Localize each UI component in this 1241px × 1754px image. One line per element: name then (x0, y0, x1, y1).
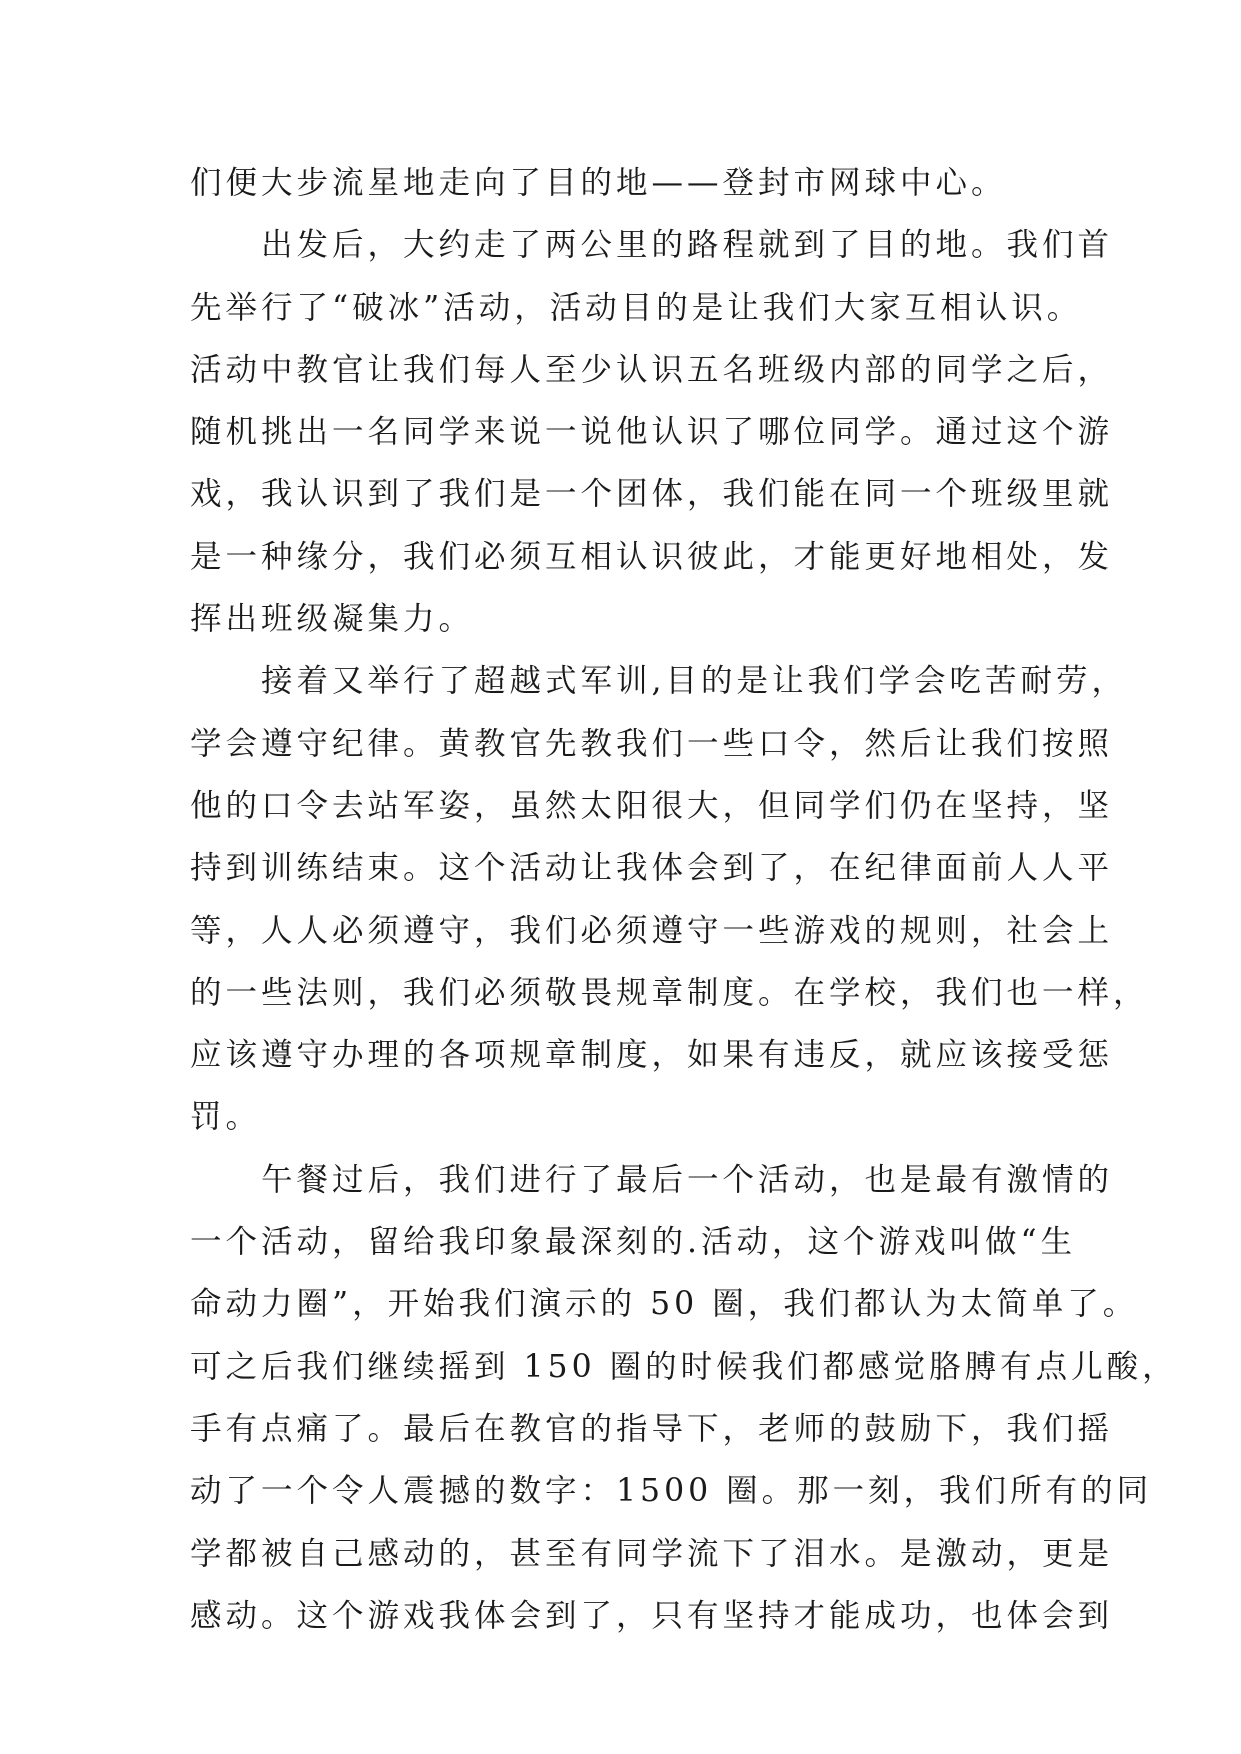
text-line: 午餐过后，我们进行了最后一个活动，也是最有激情的 (190, 1161, 1114, 1198)
text-line: 戏，我认识到了我们是一个团体，我们能在同一个班级里就 (190, 476, 1114, 513)
text-line: 学会遵守纪律。黄教官先教我们一些口令，然后让我们按照 (190, 725, 1114, 762)
text-line: 罚。 (190, 1099, 262, 1136)
text-line: 应该遵守办理的各项规章制度，如果有违反，就应该接受惩 (190, 1037, 1114, 1074)
text-line: 活动中教官让我们每人至少认识五名班级内部的同学之后， (190, 351, 1114, 388)
text-line: 一个活动，留给我印象最深刻的.活动，这个游戏叫做“生 (190, 1224, 1077, 1261)
text-line: 感动。这个游戏我体会到了，只有坚持才能成功，也体会到 (190, 1597, 1114, 1634)
text-line: 持到训练结束。这个活动让我体会到了，在纪律面前人人平 (190, 850, 1114, 887)
text-line: 可之后我们继续摇到 150 圈的时候我们都感觉胳膊有点儿酸， (190, 1348, 1178, 1385)
text-line: 先举行了“破冰”活动，活动目的是让我们大家互相认识。 (190, 289, 1083, 326)
text-line: 等，人人必须遵守，我们必须遵守一些游戏的规则，社会上 (190, 912, 1114, 949)
text-line: 挥出班级凝集力。 (190, 601, 475, 638)
text-line: 的一些法则，我们必须敬畏规章制度。在学校，我们也一样， (190, 974, 1149, 1011)
text-line: 出发后，大约走了两公里的路程就到了目的地。我们首 (190, 227, 1114, 264)
text-line: 命动力圈”，开始我们演示的 50 圈，我们都认为太简单了。 (190, 1286, 1139, 1323)
text-line: 学都被自己感动的，甚至有同学流下了泪水。是激动，更是 (190, 1535, 1114, 1572)
text-line: 他的口令去站军姿，虽然太阳很大，但同学们仍在坚持，坚 (190, 787, 1114, 824)
text-line: 接着又举行了超越式军训,目的是让我们学会吃苦耐劳， (190, 663, 1128, 700)
text-line: 是一种缘分，我们必须互相认识彼此，才能更好地相处，发 (190, 538, 1114, 575)
text-line: 随机挑出一名同学来说一说他认识了哪位同学。通过这个游 (190, 414, 1114, 451)
body-text (190, 152, 1178, 1647)
text-line: 们便大步流星地走向了目的地——登封市网球中心。 (190, 165, 1007, 201)
text-line: 动了一个令人震撼的数字：1500 圈。那一刻，我们所有的同 (190, 1473, 1153, 1510)
text-line: 手有点痛了。最后在教官的指导下，老师的鼓励下，我们摇 (190, 1410, 1114, 1447)
